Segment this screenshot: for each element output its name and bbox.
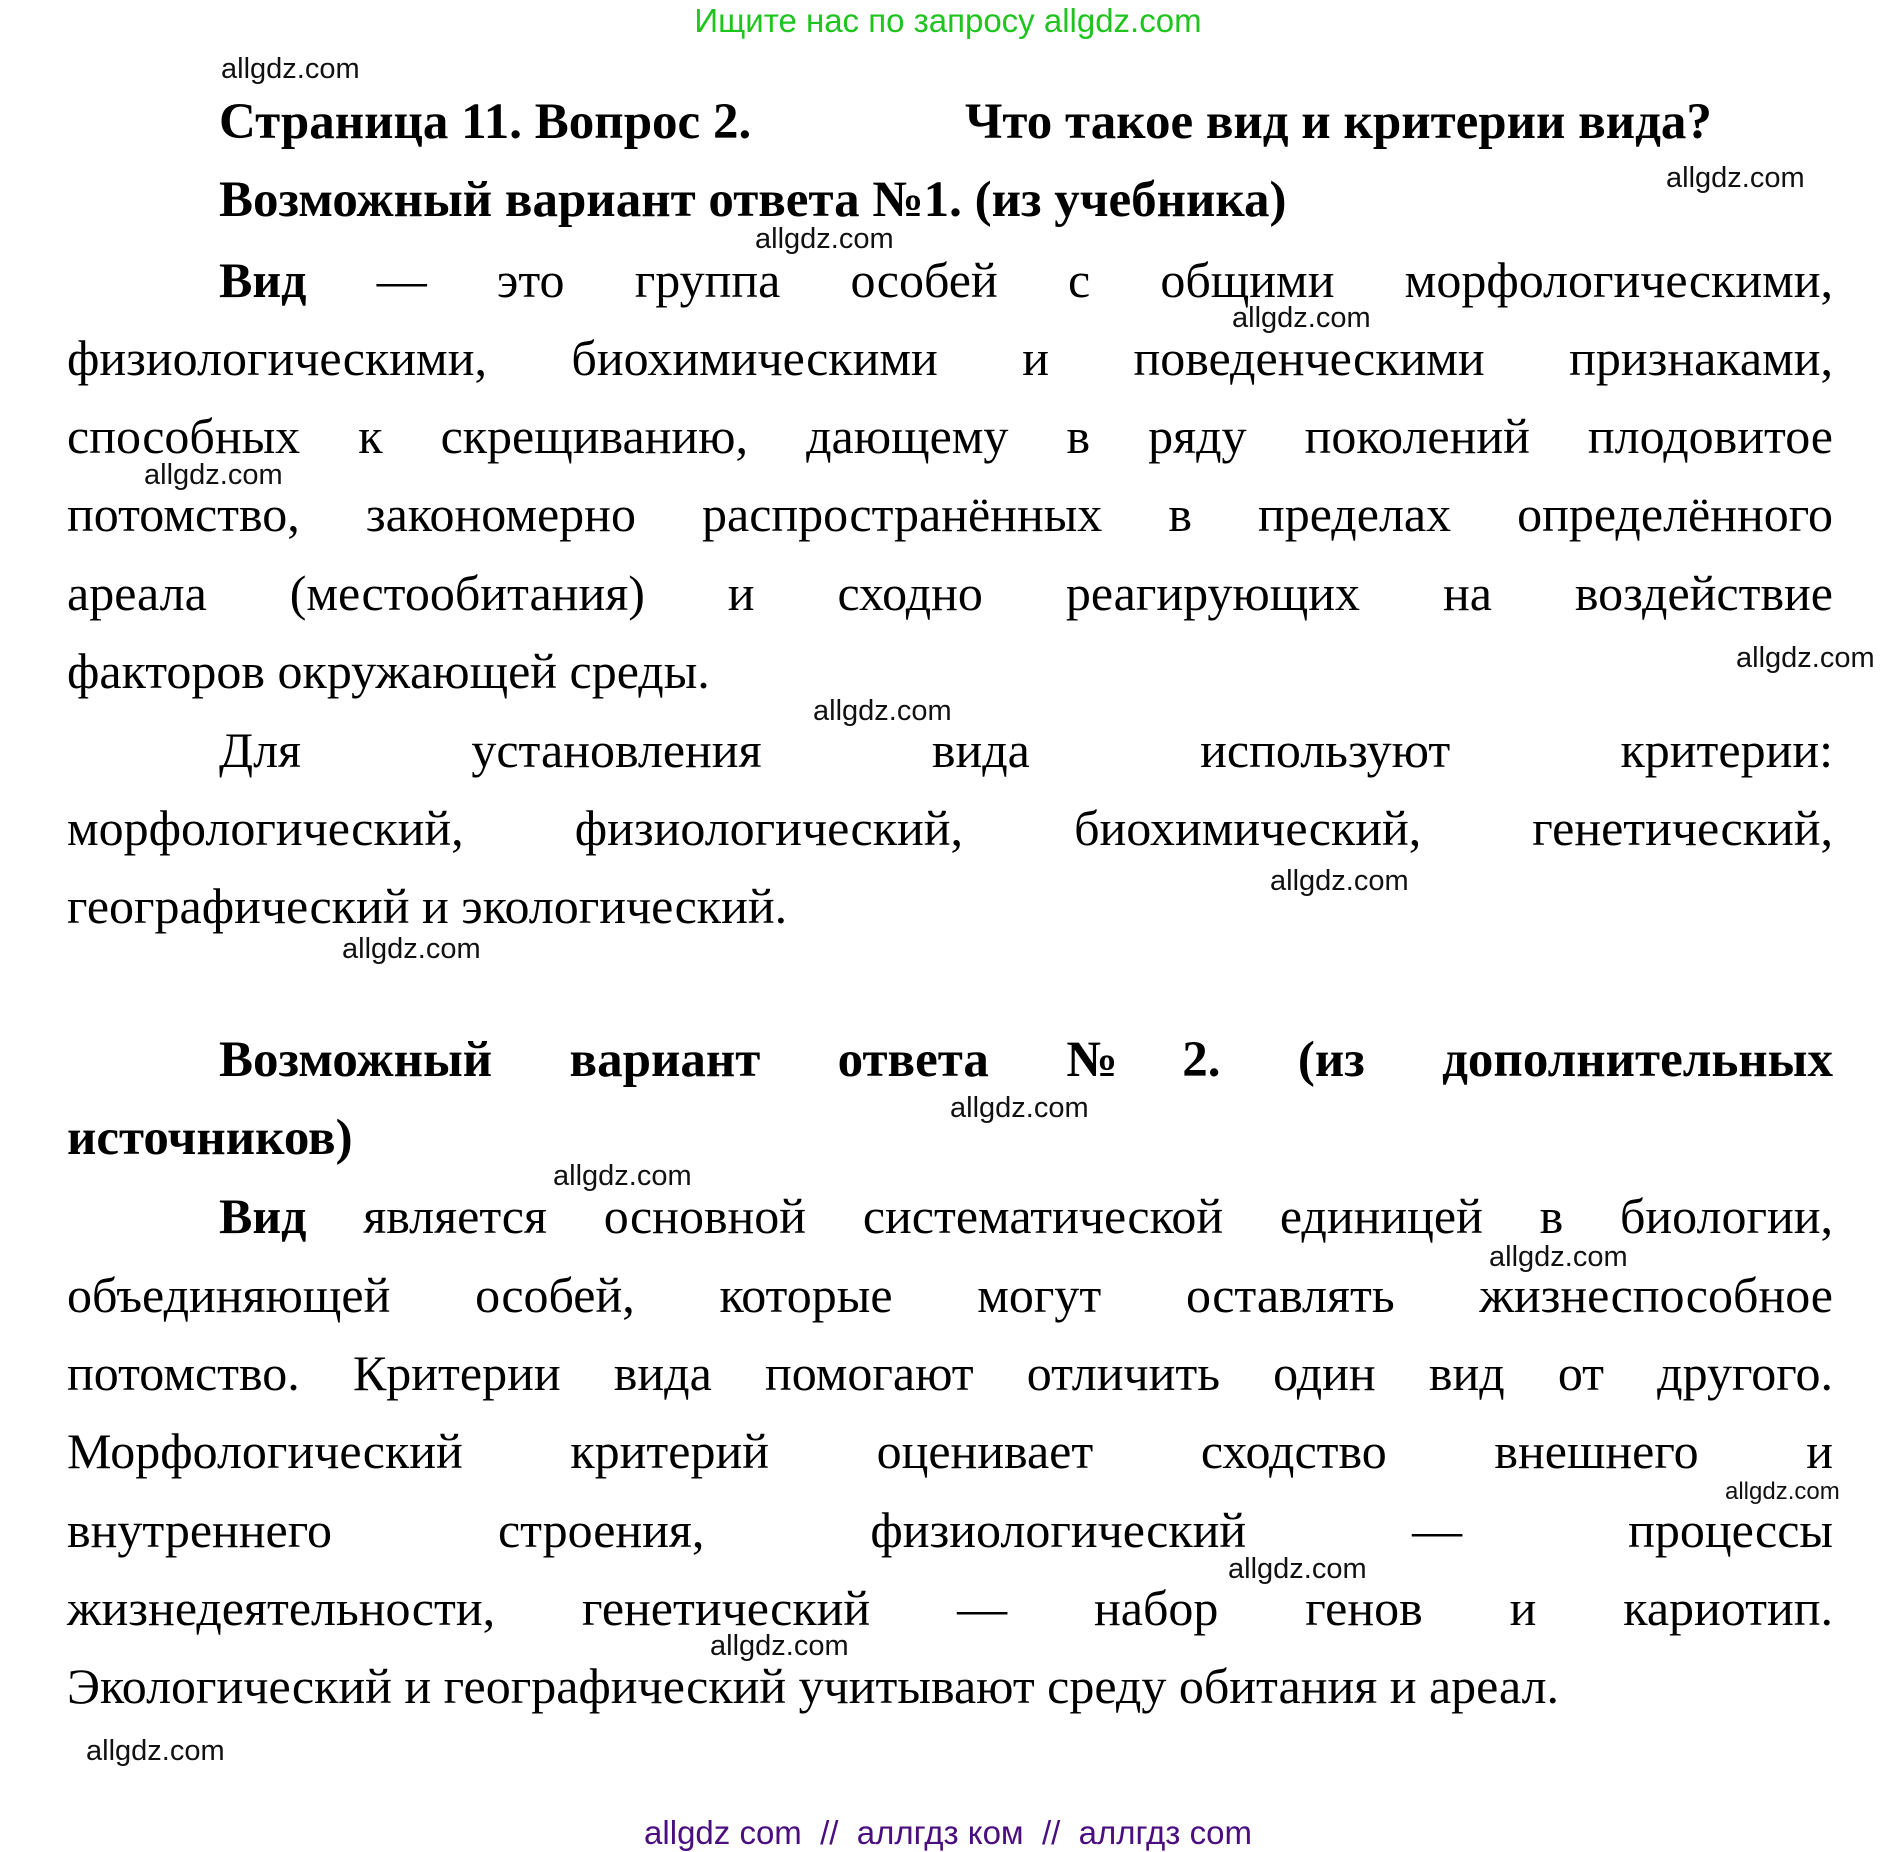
answer1-line-5: ареала (местообитания) и сходно реагирующих на воздействие <box>67 565 1833 621</box>
term-vid: Вид <box>219 252 307 308</box>
watermark: allgdz.com <box>1270 865 1409 897</box>
answer2-heading-line-2: источников) <box>67 1110 353 1166</box>
answer1-line-4: потомство, закономерно распространённых в пределах определённого <box>67 486 1833 542</box>
watermark: allgdz.com <box>1666 162 1805 194</box>
term-vid-2: Вид <box>219 1188 307 1244</box>
footer-links: allgdz com // аллгдз ком // аллгдз com <box>644 1814 1252 1851</box>
answer1-line-2: физиологическими, биохимическими и поведенческими признаками, <box>67 330 1833 386</box>
answer2-heading-line-1: Возможный вариант ответа №2. (из дополнительных <box>219 1032 1833 1088</box>
watermark: allgdz.com <box>342 933 481 965</box>
watermark: allgdz.com <box>710 1630 849 1662</box>
watermark: allgdz.com <box>755 223 894 255</box>
watermark: allgdz.com <box>144 459 283 491</box>
page-question-title: Страница 11. Вопрос 2. <box>219 94 752 150</box>
watermark: allgdz.com <box>950 1092 1089 1124</box>
answer2-line-4: Морфологический критерий оценивает сходство внешнего и <box>67 1423 1833 1479</box>
answer2-line-7: Экологический и географический учитывают среду обитания и ареал. <box>67 1658 1560 1714</box>
answer2-line-2: объединяющей особей, которые могут оставлять жизнеспособное <box>67 1267 1833 1323</box>
answer1-p2-line-3: географический и экологический. <box>67 878 788 934</box>
watermark: allgdz.com <box>86 1735 225 1767</box>
answer1-heading: Возможный вариант ответа №1. (из учебника) <box>219 172 1287 228</box>
watermark: allgdz.com <box>1725 1478 1840 1505</box>
answer1-p2-line-2: морфологический, физиологический, биохимический, генетический, <box>67 800 1833 856</box>
watermark: allgdz.com <box>221 53 360 85</box>
answer1-line-3: способных к скрещиванию, дающему в ряду поколений плодовитое <box>67 408 1833 464</box>
watermark: allgdz.com <box>1489 1241 1628 1273</box>
top-banner: Ищите нас по запросу allgdz.com <box>694 2 1202 39</box>
answer2-line-1: Вид является основной систематической единицей в биологии, <box>219 1188 1834 1244</box>
watermark: allgdz.com <box>1232 302 1371 334</box>
watermark: allgdz.com <box>553 1160 692 1192</box>
watermark: allgdz.com <box>1228 1553 1367 1585</box>
answer1-line-1: Вид — это группа особей с общими морфологическими, <box>219 252 1833 308</box>
answer1-p2-line-1: Для установления вида используют критерии: <box>219 722 1833 778</box>
answer2-line-5: внутреннего строения, физиологический — процессы <box>67 1502 1833 1558</box>
answer2-line-6: жизнедеятельности, генетический — набор генов и кариотип. <box>67 1580 1833 1636</box>
watermark: allgdz.com <box>1736 642 1875 674</box>
answer2-line-3: потомство. Критерии вида помогают отличить один вид от другого. <box>67 1345 1833 1401</box>
watermark: allgdz.com <box>813 695 952 727</box>
answer1-line-6: факторов окружающей среды. <box>67 643 710 699</box>
question-text: Что такое вид и критерии вида? <box>965 94 1712 150</box>
